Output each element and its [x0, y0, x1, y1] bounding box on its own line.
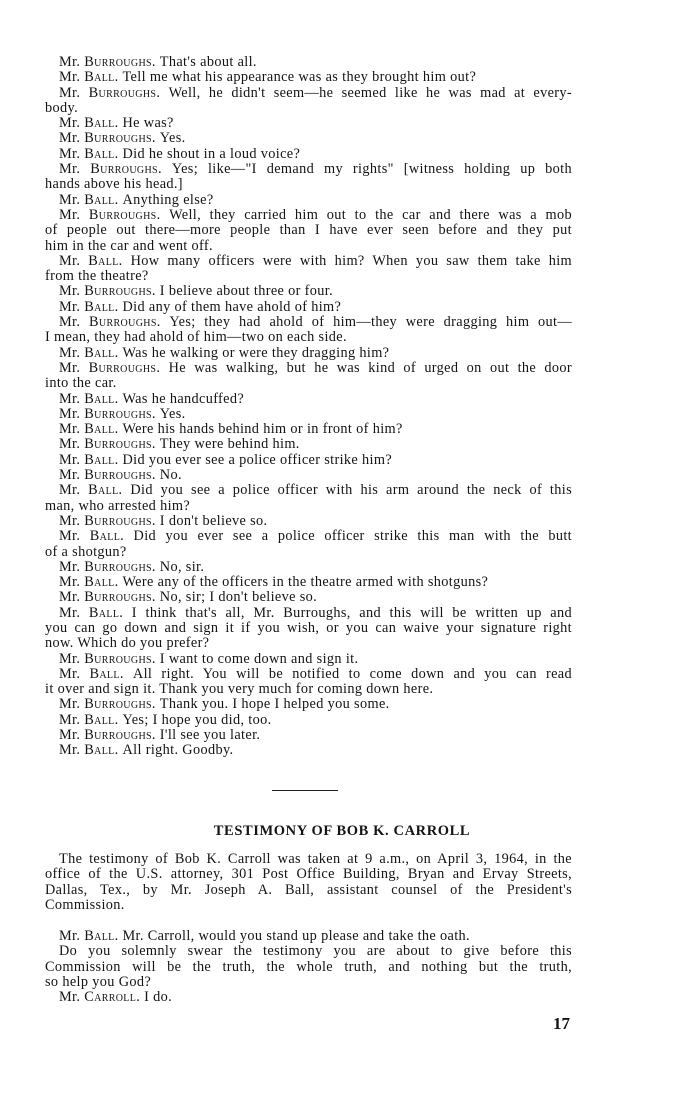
text-line: [45, 407, 572, 422]
speaker-turn: [45, 193, 572, 208]
line-text: it over and sign it. Thank you very much for coming down here.: [45, 681, 434, 698]
line-text: He was?: [122, 115, 174, 132]
transcript-top: [45, 55, 572, 759]
line-text: I'll see you later.: [159, 727, 261, 744]
text-line: [45, 376, 572, 391]
speaker-name: Ball.: [84, 115, 123, 132]
text-line: [45, 147, 572, 162]
speaker-name: Burroughs.: [84, 727, 160, 744]
speaker-turn: [45, 697, 572, 712]
speaker-name: Burroughs.: [84, 283, 160, 300]
text-line: [45, 636, 572, 651]
text-line: [45, 300, 572, 315]
section-divider: [272, 790, 338, 791]
line-text: Did you ever see a police officer strike this man with the butt: [133, 528, 572, 545]
speaker-title: Mr.: [59, 344, 85, 361]
text-line: [45, 284, 572, 299]
line-text: him in the car and went off.: [45, 237, 213, 254]
text-line: [45, 652, 572, 667]
speaker-name: Ball.: [84, 69, 123, 86]
speaker-title: Mr.: [59, 989, 85, 1006]
text-line: [45, 743, 572, 758]
speaker-title: Mr.: [59, 467, 85, 484]
text-line: [45, 101, 572, 116]
speaker-name: Burroughs.: [90, 161, 172, 178]
line-text: Commission.: [45, 896, 125, 913]
text-line: [45, 514, 572, 529]
section-heading: TESTIMONY OF BOB K. CARROLL: [213, 823, 471, 839]
speaker-name: Burroughs.: [84, 436, 160, 453]
text-line: [45, 697, 572, 712]
text-line: [45, 193, 572, 208]
speaker-turn: [45, 70, 572, 85]
text-line: [45, 883, 572, 898]
line-text: The testimony of Bob K. Carroll was taken at 9 a.m., on April 3, 1964, in the: [59, 851, 572, 867]
speaker-name: Ball.: [84, 451, 123, 468]
text-line: [45, 575, 572, 590]
speaker-turn: [45, 560, 572, 575]
line-text: All right. Goodby.: [122, 742, 234, 759]
speaker-title: Mr.: [59, 115, 85, 132]
line-text: so help you God?: [45, 973, 152, 990]
speaker-title: Mr.: [59, 665, 90, 682]
text-line: [45, 392, 572, 407]
speaker-title: Mr.: [59, 421, 85, 438]
text-line: [45, 960, 572, 975]
line-text: Was he handcuffed?: [122, 390, 245, 407]
speaker-title: Mr.: [59, 314, 90, 331]
speaker-title: Mr.: [59, 283, 85, 300]
speaker-name: Ball.: [88, 604, 132, 621]
text-line: [45, 499, 572, 514]
speaker-title: Mr.: [59, 711, 85, 728]
line-text: I think that's all, Mr. Burroughs, and this will be written up and: [131, 604, 573, 621]
line-text: All right. You will be notified to come down and you can read: [132, 665, 572, 682]
text-line: [45, 70, 572, 85]
line-text: I don't believe so.: [159, 512, 268, 529]
line-text: Yes; I hope you did, too.: [122, 711, 272, 728]
speaker-title: Mr.: [59, 130, 85, 147]
speaker-turn: [45, 407, 572, 422]
text-line: [45, 713, 572, 728]
line-text: Commission will be the truth, the whole truth, and nothing but the truth,: [45, 958, 572, 975]
text-line: [45, 208, 572, 223]
speaker-title: Mr.: [59, 390, 85, 407]
speaker-name: Ball.: [88, 482, 131, 499]
speaker-name: Ball.: [84, 928, 123, 944]
speaker-turn: [45, 315, 572, 346]
speaker-name: Burroughs.: [84, 467, 160, 484]
speaker-title: Mr.: [59, 359, 89, 376]
speaker-turn: [45, 422, 572, 437]
text-line: [45, 346, 572, 361]
text-line: [45, 929, 572, 944]
line-text: I mean, they had ahold of him—two on each side.: [45, 329, 347, 346]
text-line: [45, 483, 572, 498]
line-text: Tell me what his appearance was as they brought him out?: [122, 69, 477, 86]
speaker-name: Burroughs.: [84, 130, 160, 147]
line-text: No.: [159, 467, 182, 484]
line-text: Yes.: [159, 405, 186, 422]
line-text: No, sir.: [159, 558, 205, 575]
line-text: Yes.: [159, 130, 186, 147]
speaker-name: Burroughs.: [84, 558, 160, 575]
speaker-name: Burroughs.: [84, 589, 160, 606]
line-text: Did you see a police officer with his arm around the neck of this: [130, 482, 572, 499]
text-line: [45, 852, 572, 867]
text-line: [45, 944, 572, 959]
speaker-name: Ball.: [84, 298, 123, 315]
text-line: [45, 898, 572, 913]
speaker-title: Mr.: [59, 742, 85, 759]
text-line: [45, 990, 572, 1005]
speaker-name: Burroughs.: [84, 650, 160, 667]
line-text: Were any of the officers in the theatre armed with shotguns?: [122, 574, 489, 591]
line-text: Yes; like—"I demand my rights" [witness holding up both: [171, 161, 572, 178]
speaker-name: Ball.: [84, 344, 123, 361]
speaker-title: Mr.: [59, 161, 91, 178]
speaker-turn: [45, 990, 572, 1005]
text-line: [45, 545, 572, 560]
speaker-turn: [45, 361, 572, 392]
speaker-turn: [45, 743, 572, 758]
line-text: Dallas, Tex., by Mr. Joseph A. Ball, assistant counsel of the President's: [45, 881, 572, 898]
line-text: you can go down and sign it if you wish, or you can waive your signature right: [45, 619, 572, 636]
speaker-name: Burroughs.: [84, 512, 160, 529]
line-text: Thank you. I hope I helped you some.: [159, 696, 390, 713]
speaker-title: Mr.: [59, 528, 90, 545]
transcript-bottom: [45, 929, 572, 1005]
speaker-title: Mr.: [59, 512, 85, 529]
speaker-turn: [45, 55, 572, 70]
speaker-turn: [45, 284, 572, 299]
line-text: hands above his head.]: [45, 176, 183, 193]
speaker-turn: [45, 529, 572, 560]
speaker-turn: [45, 929, 572, 944]
text-line: [45, 682, 572, 697]
paragraph: [45, 944, 572, 990]
speaker-turn: [45, 514, 572, 529]
speaker-name: Ball.: [84, 145, 123, 162]
text-line: [45, 315, 572, 330]
speaker-title: Mr.: [59, 451, 85, 468]
line-text: from the theatre?: [45, 268, 149, 285]
speaker-name: Burroughs.: [84, 54, 160, 70]
text-line: [45, 55, 572, 70]
text-line: [45, 667, 572, 682]
text-line: [45, 330, 572, 345]
text-line: [45, 254, 572, 269]
text-line: [45, 975, 572, 990]
speaker-turn: [45, 208, 572, 254]
text-line: [45, 606, 572, 621]
speaker-title: Mr.: [59, 589, 85, 606]
line-text: Mr. Carroll, would you stand up please and take the oath.: [122, 928, 470, 944]
speaker-turn: [45, 300, 572, 315]
line-text: They were behind him.: [159, 436, 300, 453]
line-text: How many officers were with him? When you saw them take him: [130, 252, 572, 269]
speaker-name: Burroughs.: [84, 696, 160, 713]
text-line: [45, 621, 572, 636]
speaker-title: Mr.: [59, 145, 85, 162]
speaker-title: Mr.: [59, 650, 85, 667]
speaker-title: Mr.: [59, 558, 85, 575]
line-text: Well, he didn't seem—he seemed like he was mad at every-: [168, 84, 573, 101]
line-text: Did he shout in a loud voice?: [122, 145, 301, 162]
speaker-turn: [45, 590, 572, 605]
text-line: [45, 86, 572, 101]
speaker-name: Ball.: [88, 252, 131, 269]
line-text: Yes; they had ahold of him—they were dragging him out—: [169, 314, 572, 331]
speaker-turn: [45, 606, 572, 652]
line-text: I want to come down and sign it.: [159, 650, 359, 667]
speaker-turn: [45, 116, 572, 131]
text-line: [45, 867, 572, 882]
line-text: Did you ever see a police officer strike him?: [122, 451, 393, 468]
line-text: of a shotgun?: [45, 543, 127, 560]
intro-paragraph: [45, 852, 572, 913]
line-text: Was he walking or were they dragging him?: [122, 344, 390, 361]
speaker-name: Burroughs.: [88, 359, 169, 376]
speaker-title: Mr.: [59, 191, 85, 208]
line-text: Well, they carried him out to the car and there was a mob: [169, 206, 573, 223]
speaker-name: Ball.: [84, 191, 123, 208]
speaker-title: Mr.: [59, 928, 85, 944]
speaker-title: Mr.: [59, 298, 85, 315]
speaker-turn: [45, 86, 572, 117]
speaker-name: Carroll.: [84, 989, 145, 1006]
speaker-title: Mr.: [59, 206, 89, 223]
line-text: office of the U.S. attorney, 301 Post Office Building, Bryan and Ervay Streets,: [45, 866, 572, 883]
speaker-name: Burroughs.: [84, 405, 160, 422]
text-line: [45, 116, 572, 131]
text-line: [45, 239, 572, 254]
speaker-name: Ball.: [84, 742, 123, 759]
speaker-title: Mr.: [59, 436, 85, 453]
speaker-turn: [45, 346, 572, 361]
speaker-turn: [45, 468, 572, 483]
line-text: body.: [45, 99, 78, 116]
line-text: into the car.: [45, 375, 117, 392]
speaker-title: Mr.: [59, 696, 85, 713]
text-line: [45, 177, 572, 192]
speaker-turn: [45, 147, 572, 162]
page-number: 17: [553, 1014, 570, 1033]
line-text: I do.: [144, 989, 173, 1006]
line-text: No, sir; I don't believe so.: [159, 589, 318, 606]
speaker-turn: [45, 437, 572, 452]
line-text: of people out there—more people than I have ever seen before and they put: [45, 222, 572, 239]
line-text: Were his hands behind him or in front of him?: [122, 421, 403, 438]
line-text: Do you solemnly swear the testimony you are about to give before this: [59, 943, 572, 960]
speaker-title: Mr.: [59, 604, 89, 621]
text-line: [45, 131, 572, 146]
speaker-turn: [45, 254, 572, 285]
speaker-turn: [45, 131, 572, 146]
speaker-title: Mr.: [59, 69, 85, 86]
speaker-title: Mr.: [59, 405, 85, 422]
speaker-turn: [45, 575, 572, 590]
speaker-title: Mr.: [59, 54, 85, 70]
speaker-name: Ball.: [84, 390, 123, 407]
speaker-name: Burroughs.: [88, 84, 169, 101]
text-line: [45, 223, 572, 238]
speaker-turn: [45, 667, 572, 698]
speaker-name: Ball.: [89, 528, 134, 545]
speaker-turn: [45, 713, 572, 728]
text-line: [45, 162, 572, 177]
line-text: That's about all.: [159, 54, 257, 70]
speaker-title: Mr.: [59, 727, 85, 744]
line-text: Anything else?: [122, 191, 214, 208]
speaker-name: Burroughs.: [88, 206, 170, 223]
speaker-turn: [45, 652, 572, 667]
text-line: [45, 590, 572, 605]
line-text: Did any of them have ahold of him?: [122, 298, 342, 315]
paragraph: [45, 852, 572, 913]
speaker-title: Mr.: [59, 84, 89, 101]
text-line: [45, 560, 572, 575]
speaker-name: Ball.: [84, 574, 123, 591]
text-line: [45, 422, 572, 437]
line-text: I believe about three or four.: [159, 283, 334, 300]
text-line: [45, 453, 572, 468]
speaker-title: Mr.: [59, 252, 89, 269]
line-text: man, who arrested him?: [45, 497, 191, 514]
speaker-name: Burroughs.: [89, 314, 170, 331]
speaker-turn: [45, 483, 572, 514]
speaker-turn: [45, 162, 572, 193]
speaker-name: Ball.: [84, 711, 123, 728]
speaker-turn: [45, 392, 572, 407]
line-text: He was walking, but he was kind of urged on out the door: [168, 359, 573, 376]
speaker-turn: [45, 728, 572, 743]
speaker-name: Ball.: [89, 665, 133, 682]
speaker-name: Ball.: [84, 421, 123, 438]
text-line: [45, 269, 572, 284]
speaker-title: Mr.: [59, 482, 89, 499]
text-line: [45, 361, 572, 376]
speaker-turn: [45, 453, 572, 468]
speaker-title: Mr.: [59, 574, 85, 591]
text-line: [45, 529, 572, 544]
line-text: now. Which do you prefer?: [45, 635, 210, 652]
text-line: [45, 437, 572, 452]
text-line: [45, 468, 572, 483]
text-line: [45, 728, 572, 743]
